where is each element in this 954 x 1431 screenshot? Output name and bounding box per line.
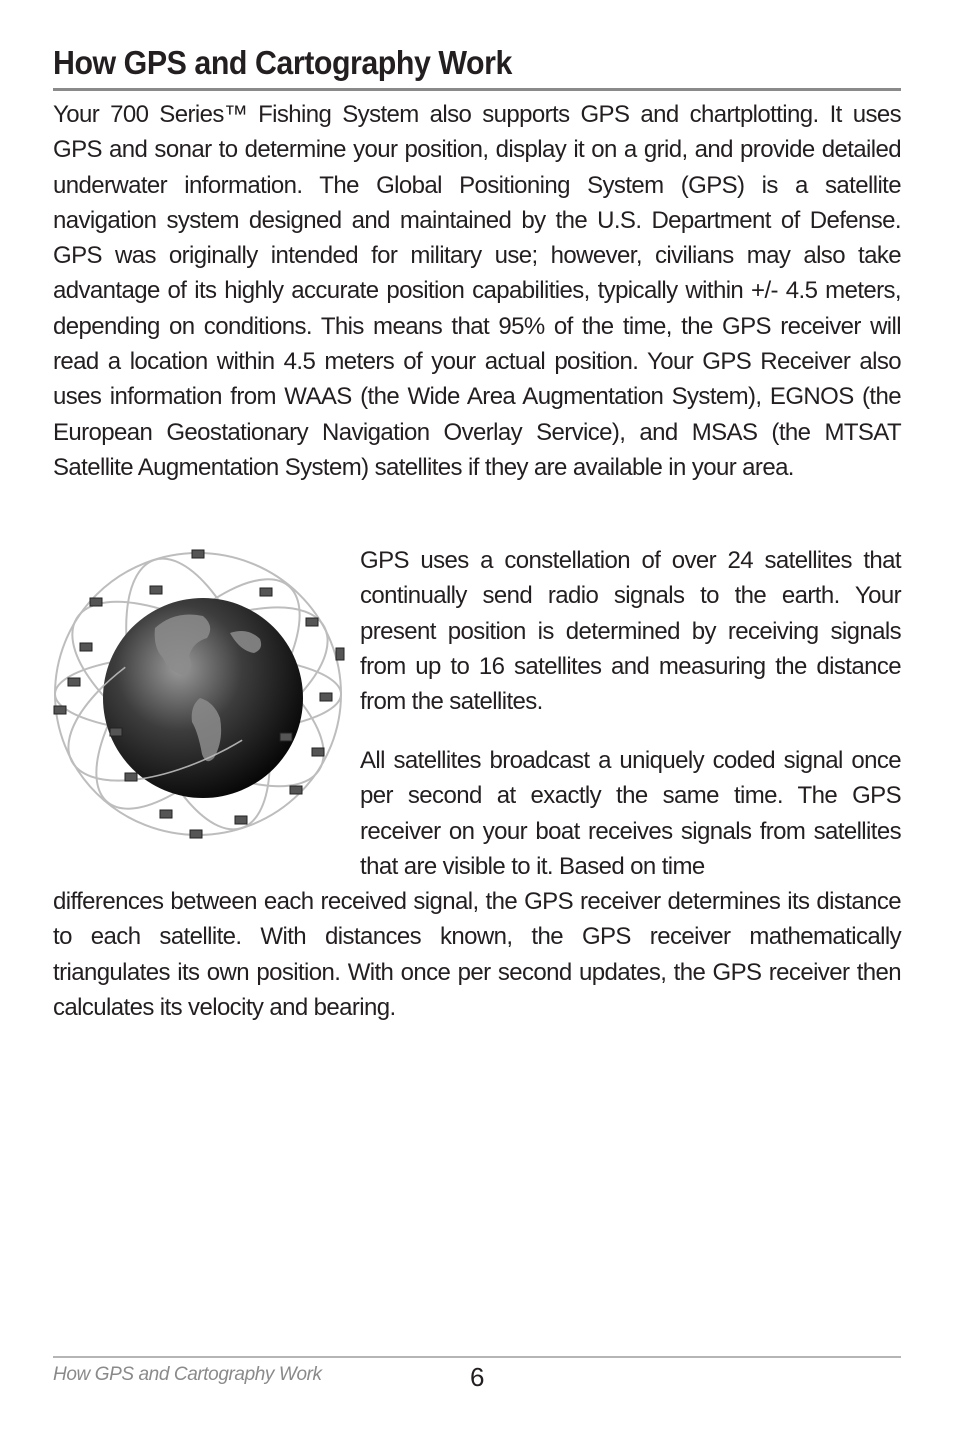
footer-divider: [53, 1356, 901, 1358]
title-underline: [53, 88, 901, 91]
page-title: How GPS and Cartography Work: [53, 44, 512, 81]
intro-paragraph: Your 700 Series™ Fishing System also supports GPS and chartplotting. It uses GPS and sonar to determine your position, display it on a grid, and provide detailed underwater information. The Global Positioning System (GPS) is a satellite navigation system designed and maintained by the U.S. Department of Defense. GPS was originally intended for military use; however, civilians may also take advantage of its highly accurate position capabilities, typically within +/- 4.5 meters, depending on conditions. This means that 95% of the time, the GPS receiver will read a location within 4.5 meters of your actual position. Your GPS Receiver also uses information from WAAS (the Wide Area Augmentation System), EGNOS (the European Geostationary Navigation Overlay Service), and MSAS (the MTSAT Satellite Augmentation System) satellites if they are available in your area.: [53, 101, 901, 481]
broadcast-paragraph-continued: differences between each received signal, the GPS receiver determines its distance to each satellite. With distances known, the GPS receiver mathematically triangulates its own position. With once per second updates, the GPS receiver then calculates its velocity and bearing.: [53, 888, 901, 1021]
gps-satellite-globe-icon: [50, 548, 346, 840]
broadcast-paragraph-start: All satellites broadcast a uniquely coded signal once per second at exactly the same time. The GPS receiver on your boat receives signals from satellites that are visible to it. Based on time: [360, 747, 901, 880]
constellation-paragraph: GPS uses a constellation of over 24 satellites that continually send radio signals to the earth. Your present position is determined by receiving signals from up to 16 satellites and measuring the distance from the satellites.: [360, 547, 901, 716]
page-number: 6: [470, 1362, 485, 1392]
footer-section-title: How GPS and Cartography Work: [53, 1364, 322, 1385]
